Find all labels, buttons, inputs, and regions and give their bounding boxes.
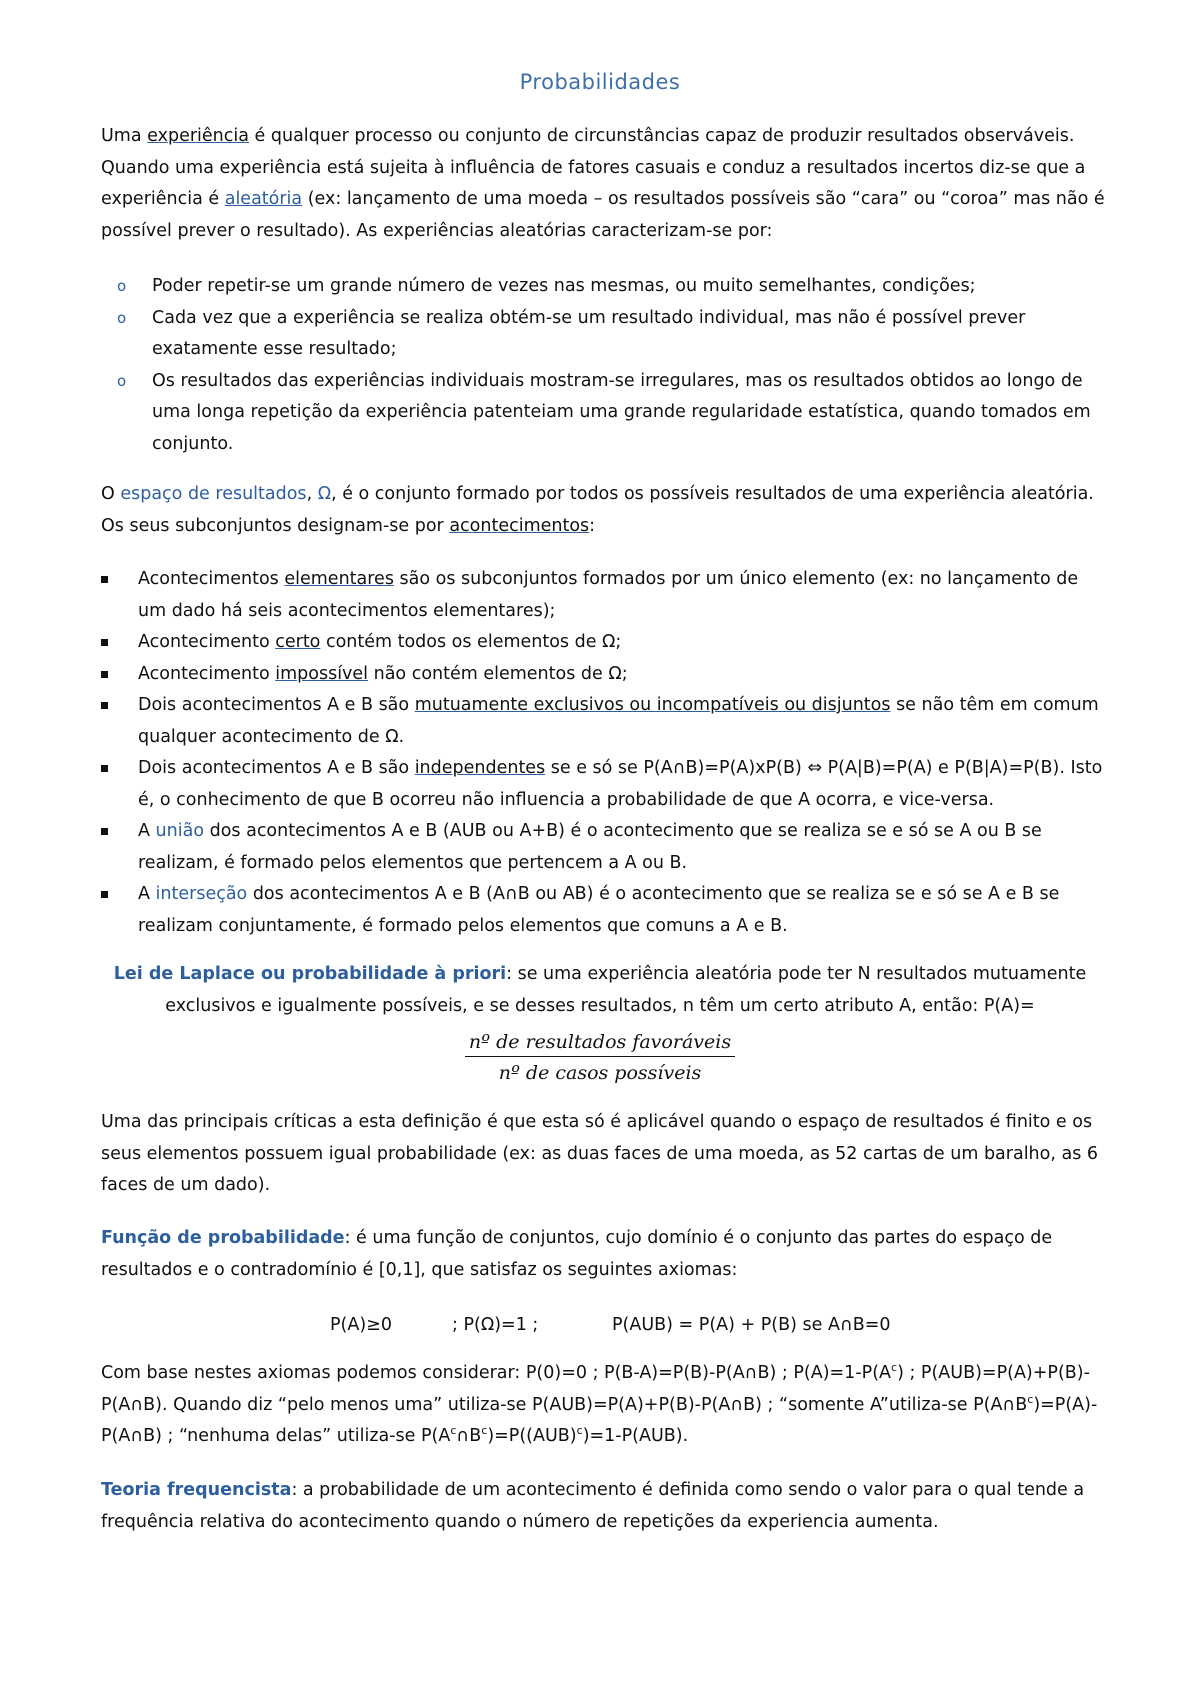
text: Com base nestes axiomas podemos considerar: P(0)=0 ; P(B-A)=P(B)-P(A∩B) ; P(A)=1-P(A (101, 1363, 891, 1383)
text: )=1-P(AUB). (582, 1426, 689, 1446)
list-item-text: Poder repetir-se um grande número de vezes nas mesmas, ou muito semelhantes, condições; (152, 276, 976, 296)
complement-sup: c (891, 1361, 898, 1375)
text: ) ; P(AUB)=P(A)+P(B)-P(A∩B). Quando diz “pelo menos uma” utiliza-se P(AUB)=P(A)+P(B)-P(A∩B) ; “somente A”utiliza-se P(A∩B (101, 1363, 1090, 1415)
list-item-text: Cada vez que a experiência se realiza obtém-se um resultado individual, mas não é possível prever exatamente esse resultado; (152, 307, 1026, 359)
text: se e só se P(A∩B)=P(A)xP(B) ⇔ P(A|B)=P(A) e P(B|A)=P(B). Isto é, o conhecimento de que B ocorreu não influencia a probabilidade de que A ocorra, e vice-versa. (138, 758, 1103, 810)
bullet-square-icon (101, 702, 108, 709)
complement-sup: c (1027, 1392, 1034, 1406)
laplace-fraction (0, 1027, 1200, 1087)
term-intersecao: interseção (155, 884, 248, 904)
bullet-o-icon: o (117, 371, 127, 390)
complement-sup: c (450, 1424, 457, 1438)
text: Acontecimento (138, 663, 276, 684)
fraction-denominator: nº de casos possíveis (498, 1061, 702, 1084)
consequences-paragraph (101, 1358, 1111, 1453)
bullet-o-icon: o (117, 277, 127, 295)
list-item (101, 690, 1111, 753)
axiom-2: ; P(Ω)=1 ; (452, 1315, 539, 1335)
sample-space-paragraph (101, 479, 1111, 542)
term-funcao-probabilidade: Função de probabilidade (101, 1228, 345, 1248)
term-independentes: independentes (414, 758, 546, 778)
text: A (138, 821, 156, 841)
text: ∩B (456, 1426, 482, 1446)
text: )=P((AUB) (487, 1426, 577, 1446)
characteristics-list (101, 271, 1111, 460)
list-item (101, 627, 1111, 659)
text: )=P(A)-P(A∩B) ; “nenhuma delas” utiliza-se P(A (101, 1394, 1098, 1446)
bullet-square-icon (101, 576, 108, 583)
list-item (101, 303, 1111, 366)
events-list (101, 564, 1111, 942)
intro-paragraph (101, 121, 1111, 247)
bullet-square-icon (101, 765, 108, 772)
bullet-o-icon: o (117, 308, 127, 327)
omega-symbol: Ω (317, 484, 332, 504)
text: Dois acontecimentos A e B são (138, 758, 415, 778)
text: : a probabilidade de um acontecimento é definida como sendo o valor para o qual tende a frequência relativa do acontecimento quando o número de repetições da experiencia aumenta. (101, 1480, 1085, 1532)
bullet-square-icon (101, 828, 108, 835)
text: : é uma função de conjuntos, cujo domínio é o conjunto das partes do espaço de resultados e o contradomínio é [0,1], que satisfaz os seguintes axiomas: (101, 1228, 1053, 1280)
term-certo: certo (275, 632, 321, 652)
complement-sup: c (576, 1424, 583, 1438)
axiom-1: P(A)≥0 (330, 1315, 392, 1335)
text: Uma (101, 126, 148, 146)
text: , (306, 484, 318, 504)
term-laplace: Lei de Laplace ou probabilidade à priori (113, 964, 507, 984)
text: Uma das principais críticas a esta definição é que esta só é aplicável quando o espaço de resultados é finito e os seus elementos possuem igual probabilidade (ex: as duas faces de uma moeda, as 52 cartas de um baralho, as 6 faces de um dado). (101, 1112, 1099, 1195)
text: dos acontecimentos A e B (A∩B ou AB) é o acontecimento que se realiza se e só se A e B se realizam conjuntamente, é formado pelos elementos que comuns a A e B. (138, 884, 1060, 936)
text: O (101, 484, 121, 504)
bullet-square-icon (101, 639, 108, 646)
probability-function-paragraph (101, 1223, 1111, 1286)
text: : se uma experiência aleatória pode ter N resultados mutuamente exclusivos e igualmente possíveis, e se desses resultados, n têm um certo atributo A, então: P(A)= (165, 964, 1087, 1016)
text: Acontecimento (138, 632, 276, 652)
term-impossivel: impossível (275, 663, 369, 684)
term-teoria-frequencista: Teoria frequencista (101, 1480, 292, 1500)
text: contém todos os elementos de Ω; (320, 632, 622, 652)
list-item (101, 879, 1111, 942)
complement-sup: c (481, 1424, 488, 1438)
term-espaco-resultados: espaço de resultados (120, 484, 307, 504)
text: (ex: lançamento de uma moeda – os resultados possíveis são “cara” ou “coroa” mas não é possível prever o resultado). As experiências aleatórias caracterizam-se por: (101, 189, 1105, 241)
text: : (589, 515, 596, 536)
text: , é o conjunto formado por todos os possíveis resultados de uma experiência aleatória. Os seus subconjuntos designam-se por (101, 484, 1094, 536)
list-item (101, 366, 1111, 461)
laplace-paragraph (110, 959, 1090, 1022)
list-item (101, 753, 1111, 816)
page-title: Probabilidades (519, 70, 681, 94)
list-item (101, 564, 1111, 627)
term-mutuamente-exclusivos: mutuamente exclusivos ou incompatíveis ou disjuntos (414, 695, 891, 715)
bullet-square-icon (101, 891, 108, 898)
list-item (101, 271, 1111, 303)
text: Acontecimentos (138, 569, 285, 589)
term-acontecimentos: acontecimentos (449, 515, 590, 536)
term-aleatoria: aleatória (224, 189, 303, 209)
text: são os subconjuntos formados por um único elemento (ex: no lançamento de um dado há seis acontecimentos elementares); (138, 569, 1079, 621)
frequentist-paragraph (101, 1475, 1111, 1538)
text: A (138, 884, 156, 904)
critique-paragraph (101, 1107, 1111, 1202)
text: não contém elementos de Ω; (368, 663, 628, 684)
text: se não têm em comum qualquer acontecimento de Ω. (138, 695, 1099, 747)
text: é qualquer processo ou conjunto de circunstâncias capaz de produzir resultados observáveis. Quando uma experiência está sujeita à influência de fatores casuais e conduz a resultados incertos diz-se que a experiência é (101, 126, 1086, 209)
list-item (101, 659, 1111, 691)
term-elementares: elementares (284, 569, 394, 589)
text: dos acontecimentos A e B (AUB ou A+B) é o acontecimento que se realiza se e só se A ou B se realizam, é formado pelos elementos que pertencem a A ou B. (138, 821, 1042, 873)
term-experiencia: experiência (147, 126, 249, 146)
axiom-3: P(AUB) = P(A) + P(B) se A∩B=0 (612, 1315, 891, 1335)
text: Dois acontecimentos A e B são (138, 695, 415, 715)
list-item (101, 816, 1111, 879)
bullet-square-icon (101, 671, 108, 678)
term-uniao: união (155, 821, 205, 841)
list-item-text: Os resultados das experiências individuais mostram-se irregulares, mas os resultados obtidos ao longo de uma longa repetição da experiência patenteiam uma grande regularidade estatística, quando tomados em conjunto. (152, 370, 1091, 454)
axioms-line (0, 1310, 1200, 1342)
fraction-numerator: nº de resultados favoráveis (465, 1028, 735, 1057)
